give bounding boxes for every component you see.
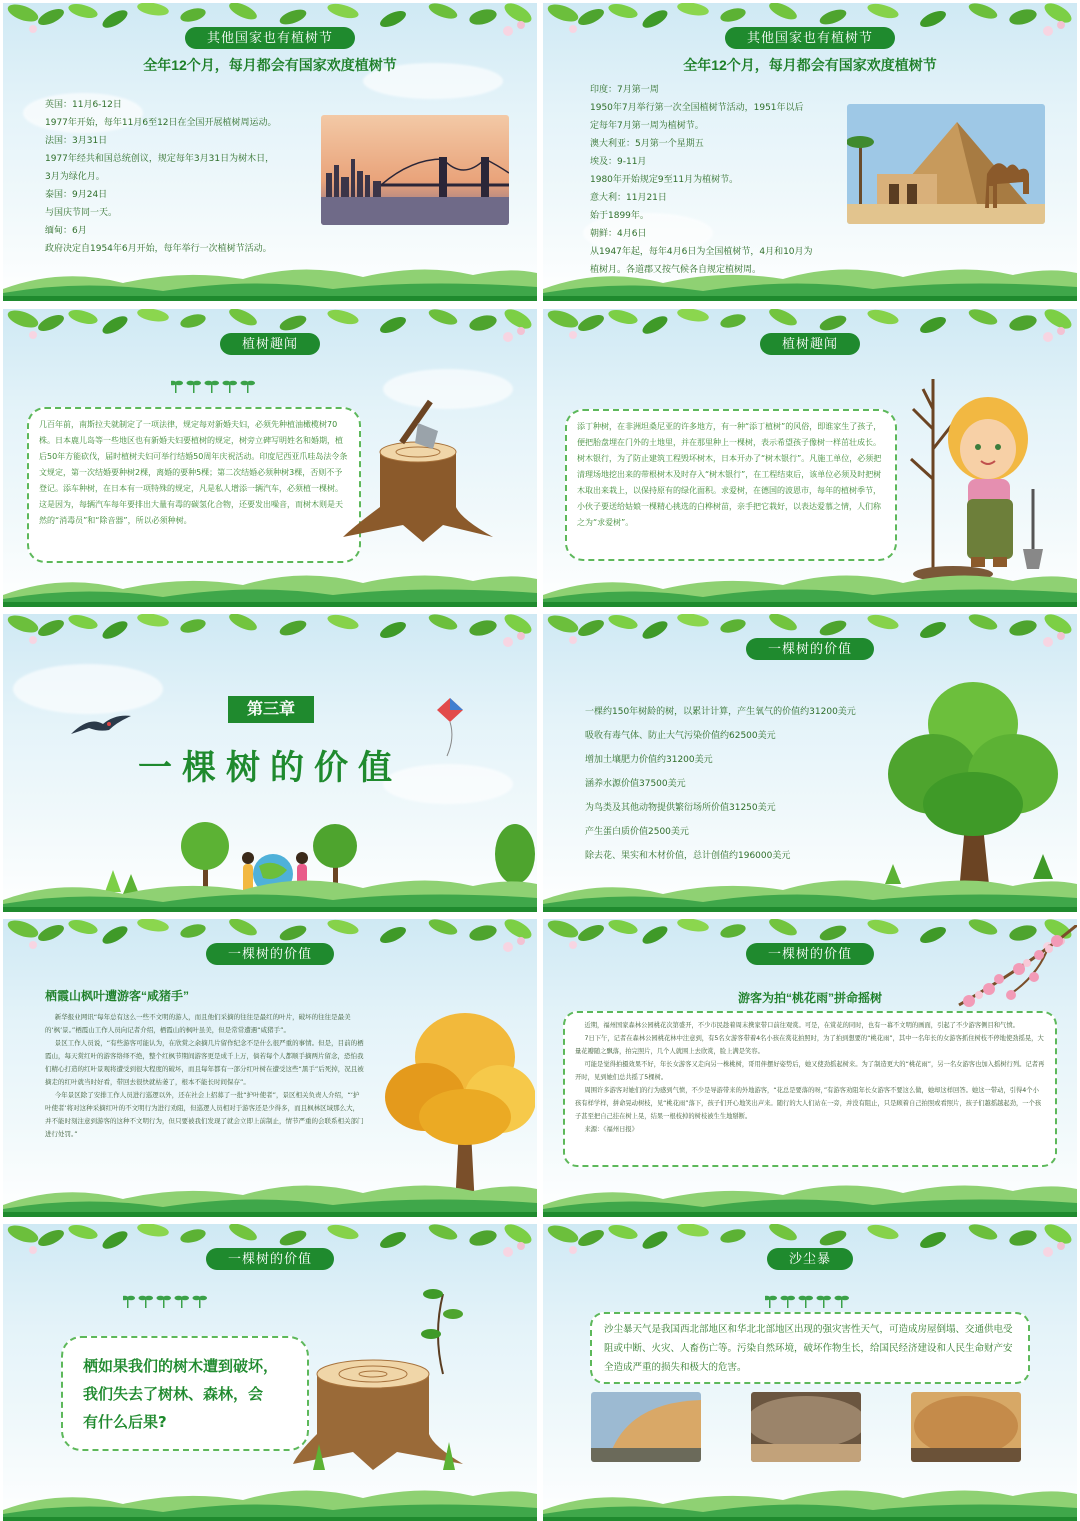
chapter-label: 第三章: [228, 696, 314, 723]
slide-title-pill: 沙尘暴: [767, 1248, 853, 1270]
slide-5[interactable]: [3, 614, 537, 912]
fun-fact-box: 添丁种树，在非洲坦桑尼亚的许多地方，有一种“添丁植树”的风俗，即谁家生了孩子，便把胎盘埋在门外的土地里，并在那里种上一棵树，表示希望孩子像树一样茁壮成长。树木银行，为了防止建筑工程毁坏树木，日本开办了“树木银行”。凡施工单位，必须把清理场地挖出来的带根树木及时存入“树木银行”，在工程结束后，该单位必须及时把树木取出来栽上，以保持原有的绿化面积。求爱树，在德国的波恩市，每年的植树季节，小伙子要送给姑娘一棵精心挑选的白桦树苗，亲手把它栽好，以表达爱慕之情，人们称之为“求爱树”。: [565, 409, 897, 561]
slide-8[interactable]: [543, 919, 1077, 1217]
fun-fact-box: 几百年前，南斯拉夫就制定了一项法律，规定每对新婚夫妇，必须先种植油橄榄树70株。日本鹿儿岛等一些地区也有新婚夫妇要植树的规定，树旁立碑写明姓名和婚期，植后50年方能砍伐，届时植树夫妇可举行结婚50周年庆祝活动。印度尼西亚爪哇岛法令条文规定，第一次结婚要种树2棵，离婚的要种5棵；第二次结婚必须种树3棵，否则不予登记。添车种树，在日本有一项特殊的规定，凡是私人增添一辆汽车，必须植一棵树。这是因为，每辆汽车每年要排出大量有毒的碳氢化合物，还要发出噪音，而树木则是天然的“消毒员”和“除音器”，所以必须种树。: [27, 407, 361, 563]
leaf-icon: [3, 614, 537, 654]
hills-decoration: [3, 1165, 537, 1217]
city-bridge-photo: [321, 115, 509, 225]
slide-title-pill: 一棵树的价值: [206, 943, 334, 965]
slide-title-pill: 其他国家也有植树节: [725, 27, 895, 49]
slide-7[interactable]: [3, 919, 537, 1217]
hills-decoration: [3, 249, 537, 301]
hills-decoration: [543, 249, 1077, 301]
slide-10[interactable]: [543, 1224, 1077, 1521]
hills-decoration: [543, 555, 1077, 607]
sprout-icon: [765, 1290, 855, 1310]
hills-decoration: [3, 1470, 537, 1521]
sprout-icon: [171, 375, 261, 395]
slide-3[interactable]: [3, 309, 537, 607]
sandstorm-photo-2: [751, 1392, 861, 1462]
sandstorm-description: 沙尘暴天气是我国西北部地区和华北北部地区出现的强灾害性天气，可造成房屋倒塌、交通供电受阻或中断、火灾、人畜伤亡等。污染自然环境，破坏作物生长，给国民经济建设和人民生命财产安全造成严重的损失和极大的危害。: [590, 1312, 1030, 1384]
bird-icon: [69, 712, 133, 738]
sandstorm-photo-3: [911, 1392, 1021, 1462]
country-list: 英国：11月6-12日 1977年开始，每年11月6至12日在全国开展植树周运动。 法国：3月31日 1977年经共和国总统创议，规定每年3月31日为树木日， 3月为绿化月。 泰国：9月24日 与国庆节同一天。 缅甸：6月 政府决定自1954年6月开始，每年举行一次植树节活动。: [45, 100, 277, 254]
slide-subtitle: 全年12个月，每月都会有国家欢度植树节: [143, 57, 397, 73]
slide-6[interactable]: [543, 614, 1077, 912]
slide-1[interactable]: [3, 3, 537, 301]
slide-title-pill: 一棵树的价值: [746, 943, 874, 965]
slide-title-pill: 植树趣闻: [220, 333, 320, 355]
slide-2[interactable]: [543, 3, 1077, 301]
slide-title-pill: 一棵树的价值: [746, 638, 874, 660]
slide-4[interactable]: [543, 309, 1077, 607]
chapter-title: 一棵树的价值: [138, 749, 402, 787]
slide-title-pill: 一棵树的价值: [206, 1248, 334, 1270]
question-box: 栖如果我们的树木遭到破坏， 我们失去了树林、森林，会 有什么后果?: [61, 1336, 309, 1451]
hills-decoration: [3, 555, 537, 607]
stump-with-sprout-icon: [293, 1274, 503, 1474]
tree-value-list: 一棵约150年树龄的树，以累计计算，产生氧气的价值约31200美元 吸收有毒气体、防止大气污染价值约62500美元 增加土壤肥力价值约31200美元 涵养水源价值37500美元 为鸟类及其他动物提供繁衍场所价值31250美元 产生蛋白质价值2500美元 除去花、果实和木材价值，总计创值约196000美元: [585, 707, 856, 861]
article-heading: 栖霞山枫叶遭游客“咸猪手”: [45, 989, 190, 1003]
sandstorm-photo-1: [591, 1392, 701, 1462]
article-heading: 游客为拍“桃花雨”拼命摇树: [737, 991, 882, 1005]
hills-decoration: [543, 860, 1077, 912]
article-body: 新华报业网讯“每年总有这么一些不文明的游人，而且他们采摘的往往是最红的叶片，破坏的往往是最美的‘枫’景。”栖霞山工作人员向记者介绍，栖霞山的枫叶虽美，但是常常遭遇“咸猪手”。 景区工作人员说，“有些游客可能认为，在欣赏之余摘几片留作纪念不是什么很严重的事情。但是，目前的栖霞山，每天赏红叶的游客络绎不绝，整个红枫节期间游客更是成千上万，倘若每个人都顺手摘两片留念，恐怕我们精心打造的红叶景观将遭受到很大程度的破坏，而且每年都有一部分红叶树在遭受这些“黑手”后死掉，况且被摘走的红叶就当时好看，带回去很快就枯萎了，根本不能长时间保存”。 今年景区除了安排工作人员进行巡逻以外，还在社会上招募了一批“护叶使者”，景区相关负责人介绍，“‘护叶使者’将对这种采摘红叶的不文明行为进行劝阻，但巡逻人员相对于游客还是少得多，而且枫林区域那么大，并不能时刻注意到游客的这种不文明行为，但只要被我们发现了就会立即上前制止，情节严重的会联系相关部门进行处罚。”: [45, 1013, 364, 1138]
sprout-icon: [123, 1290, 213, 1310]
slide-title-pill: 其他国家也有植树节: [185, 27, 355, 49]
slide-subtitle: 全年12个月，每月都会有国家欢度植树节: [683, 57, 937, 73]
hills-decoration: [543, 1470, 1077, 1521]
hills-decoration: [3, 860, 537, 912]
slide-title-pill: 植树趣闻: [760, 333, 860, 355]
slide-9[interactable]: [3, 1224, 537, 1521]
country-list: 印度：7月第一周 1950年7月举行第一次全国植树节活动，1951年以后 定每年7月第一周为植树节。 澳大利亚：5月第一个星期五 埃及：9-11月 1980年开始规定9至11月为植树节。 意大利：11月21日 始于1899年。 朝鲜：4月6日 从1947年起，每年4月6日为全国植树节，4月和10月为 植树月。各道郡又按气候各自规定植树周。: [590, 85, 813, 275]
article-body: 近期，福州国家森林公园桃花次第盛开，不少市民趁着周末携家带口前往观赏。可是，在赏花的同时，也有一幕不文明的画面，引起了不少游客侧目和气愤。 7日下午，记者在森林公园桃花林中注意到，有5名女游客带着4名小孩在赏花拍照时，为了拍到想要的“桃花雨”，其中一名年长的女游客抓住树枝不停地使劲摇晃，大量花瓣随之飘落，拍完照片，几个人就围上去欣赏，脸上满是笑容。 可能是觉得拍摄效果不好，年长女游客又走向另一株桃树，哥用伴摆好姿势后，她又使劲摇起树来。为了制造更大的“桃花雨”，另一名女游客也加入摇树行列。记者再开时，见到她们总共摇了5棵树。 周围许多游客对她们的行为感到气愤，不少是导游带来的外地游客，“花总是要落的呀，”有游客劝阻年长女游客不要这么做，她却这样回答。她这一带动，引得4个小孩有样学样，拼命晃动树枝，见“桃花雨”落下，孩子们开心地笑出声来。随行的大人们站在一旁，并没有阻止，只是顾着自己拍照或看照片，孩子们越摇越起劲，一个孩子甚至把自己挂在树上晃，结果一根枝掉的树枝被生生地掰断。 来源：《福州日报》: [563, 1011, 1057, 1167]
pyramid-camel-photo: [847, 104, 1045, 224]
axe-stump-icon: [343, 387, 503, 547]
hills-decoration: [543, 1165, 1077, 1217]
